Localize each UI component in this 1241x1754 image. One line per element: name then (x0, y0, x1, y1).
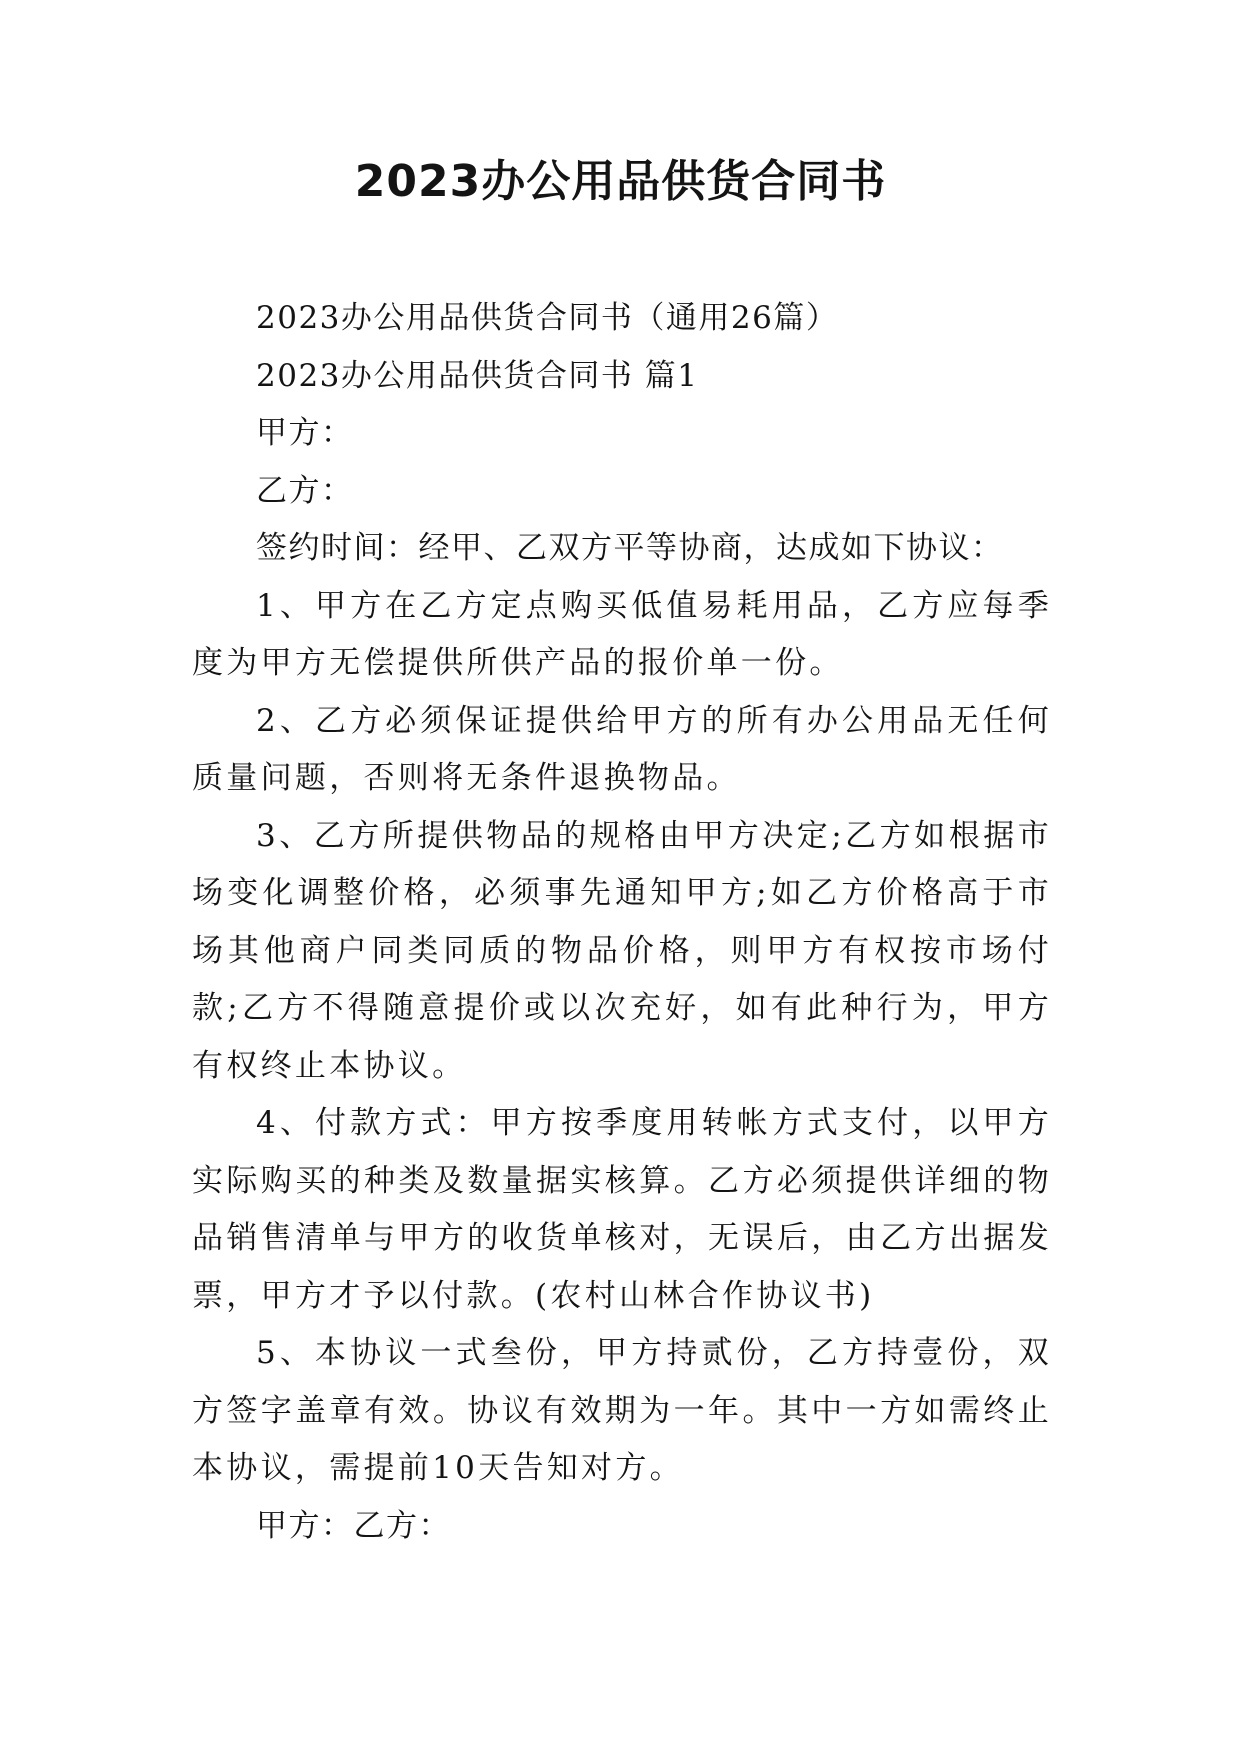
clause-2: 2、乙方必须保证提供给甲方的所有办公用品无任何质量问题，否则将无条件退换物品。 (192, 702, 1052, 796)
document-body (192, 290, 1052, 1555)
clause-4: 4、付款方式：甲方按季度用转帐方式支付，以甲方实际购买的种类及数量据实核算。乙方必须提供详细的物品销售清单与甲方的收货单核对，无误后，由乙方出据发票，甲方才予以付款。(农村山林合作协议书) (192, 1105, 1052, 1314)
closing-signatures: 甲方：乙方： (256, 1507, 451, 1544)
section-heading: 2023办公用品供货合同书 篇1 (256, 357, 699, 394)
party-b-label: 乙方： (256, 472, 354, 509)
clause-3: 3、乙方所提供物品的规格由甲方决定;乙方如根据市场变化调整价格，必须事先通知甲方;如乙方价格高于市场其他商户同类同质的物品价格，则甲方有权按市场付款;乙方不得随意提价或以次充好，如有此种行为，甲方有权终止本协议。 (192, 817, 1052, 1084)
party-a-label: 甲方： (256, 415, 354, 451)
document-subtitle: 2023办公用品供货合同书（通用26篇） (256, 300, 839, 336)
clause-5: 5、本协议一式叁份，甲方持贰份，乙方持壹份，双方签字盖章有效。协议有效期为一年。其中一方如需终止本协议，需提前10天告知对方。 (192, 1335, 1052, 1486)
clause-1: 1、甲方在乙方定点购买低值易耗用品，乙方应每季度为甲方无偿提供所供产品的报价单一份。 (192, 587, 1052, 681)
document-title: 2023办公用品供货合同书 (354, 156, 887, 207)
signing-line: 签约时间：经甲、乙双方平等协商，达成如下协议： (256, 530, 1004, 566)
